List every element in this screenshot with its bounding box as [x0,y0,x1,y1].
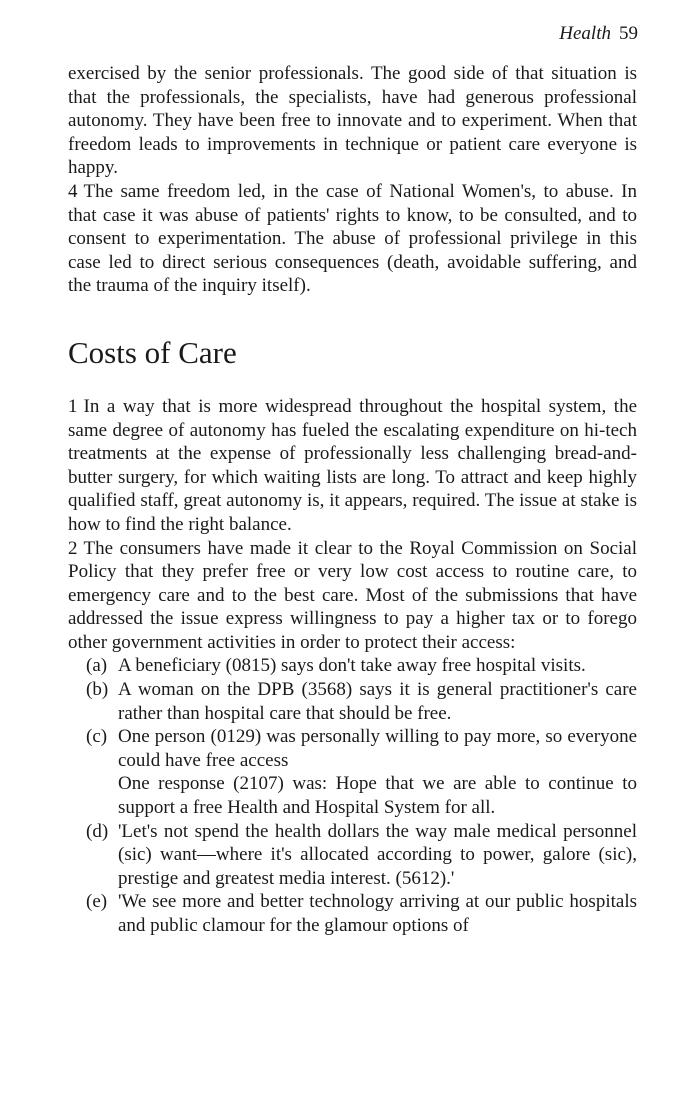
section-heading: Costs of Care [68,334,237,370]
list-item [68,678,637,725]
list-item-text: 'Let's not spend the health dollars the way male medical personnel (sic) want—where it's allocated according to power, galore (sic), prestige and greatest media interest. (5612).' [118,820,637,889]
list-item [68,654,637,678]
paragraph-text: The same freedom led, in the case of National Women's, to abuse. In that case it was abuse of patients' rights to know, to be consulted, and to consent to experimentation. The abuse of professional privilege in this case led to direct serious consequences (death, avoidable suffering, and the trauma of the inquiry itself). [68,180,637,297]
list-marker: (d) [86,820,109,842]
paragraph-text: In a way that is more widespread throughout the hospital system, the same degree of autonomy has fueled the escalating expenditure on hi-tech treatments at the expense of professionally less challenging bread-and-butter surgery, for which waiting lists are long. To attract and keep highly qualified staff, great autonomy is, it appears, required. The issue at stake is how to find the right balance. [68,395,637,535]
paragraph-number: 1 [68,395,78,417]
paragraph-4 [68,180,637,298]
list-marker: (e) [86,891,108,913]
list-item-text: A woman on the DPB (3568) says it is general practitioner's care rather than hospital care that should be free. [118,679,637,724]
submission-list [68,654,637,937]
list-item [68,890,637,937]
paragraph-2 [68,537,637,655]
list-marker: (a) [86,655,108,677]
paragraph-number: 4 [68,180,78,202]
paragraph-continued [68,62,637,180]
paragraph-1 [68,395,637,537]
page-number: 59 [619,23,638,44]
paragraph-text: The consumers have made it clear to the Royal Commission on Social Policy that they prefer free or very low cost access to routine care, to emergency care and to the best care. Most of the submissions that have addressed the issue express willingness to pay a higher tax or to forego other government activities in order to protect their access: [68,537,637,653]
paragraph-text: exercised by the senior professionals. The good side of that situation is that the professionals, the specialists, have had generous professional autonomy. They have been free to innovate and to experiment. When that freedom leads to improvements in technique or patient care everyone is happy. [68,63,637,179]
running-head [559,22,638,46]
list-item [68,725,637,819]
list-marker: (b) [86,679,109,701]
body-text [68,62,637,938]
paragraph-number: 2 [68,537,78,559]
list-item-text: 'We see more and better technology arriving at our public hospitals and public clamour for the glamour options of [118,891,637,936]
list-marker: (c) [86,726,108,748]
list-item [68,820,637,891]
list-item-text: One person (0129) was personally willing to pay more, so everyone could have free access [118,726,637,771]
running-head-title: Health [559,23,611,44]
list-item-text: A beneficiary (0815) says don't take away free hospital visits. [118,655,586,677]
list-item-extra-text: One response (2107) was: Hope that we are able to continue to support a free Health and Hospital System for all. [118,773,637,819]
